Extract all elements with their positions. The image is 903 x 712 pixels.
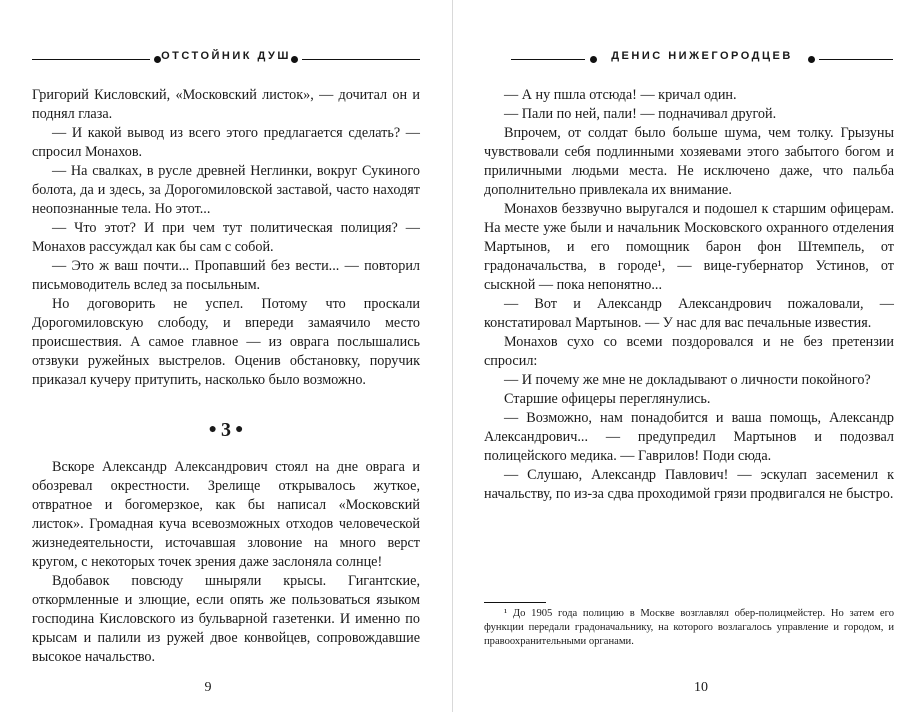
running-head-title: ОТСТОЙНИК ДУШ <box>161 50 291 62</box>
paragraph: Вдобавок повсюду шныряли крысы. Гигантские, откормленные и злющие, если опять же пользоваться языком господина Кисловского из бульварной газетенки. И именно по крысам и палили из ружей двое конвойцев, сопровождавшие высокое начальство. <box>32 573 420 665</box>
header-rule-right <box>302 59 420 60</box>
bullet-icon: ● <box>235 422 244 437</box>
paragraph: — Возможно, нам понадобится и ваша помощь, Александр Александрович... — предупредил Мартынов и подозвал полицейского медика. — Гаврилов! Поди сюда. <box>484 410 894 464</box>
paragraph: Но договорить не успел. Потому что проскали Дорогомиловскую слободу, и впереди замаячило место происшествия. А самое главное — из оврага послышались отзвуки ружейных выстрелов. Оценив обстановку, поручик приказал кучеру притупить, насколько было возможно. <box>32 296 420 388</box>
header-rule-right <box>819 59 893 60</box>
right-page <box>452 0 903 712</box>
left-page-text <box>32 86 420 667</box>
page-number: 9 <box>204 680 212 695</box>
paragraph: — И почему же мне не докладывают о личности покойного? <box>504 372 871 388</box>
paragraph: — Это ж ваш почти... Пропавший без вести... — повторил письмоводитель вслед за посыльным. <box>32 258 420 293</box>
paragraph: — Вот и Александр Александрович пожаловали, — констатировал Мартынов. — У нас для вас печальные известия. <box>484 296 894 331</box>
header-dot-right <box>808 56 815 63</box>
page-number: 10 <box>694 680 708 695</box>
paragraph: — Что этот? И при чем тут политическая полиция? — Монахов рассуждал как бы сам с собой. <box>32 220 420 255</box>
paragraph: Григорий Кисловский, «Московский листок», — дочитал он и поднял глаза. <box>32 87 420 122</box>
chapter-number: 3 <box>221 419 231 441</box>
paragraph: Монахов сухо со всеми поздоровался и не без претензии спросил: <box>484 334 894 369</box>
right-running-head <box>511 50 893 66</box>
paragraph: Старшие офицеры переглянулись. <box>504 391 711 407</box>
paragraph: Вскоре Александр Александрович стоял на дне оврага и обозревал окрестности. Зрелище открывалось жуткое, отвратное и богомерзкое, как бы написал «Московский листок». Громадная куча всевозможных отходов человеческой жизнедеятельности, источавшая зловоние на много верст кругом, с некоторых точек зрения даже заслоняла солнце! <box>32 459 420 570</box>
paragraph: Монахов беззвучно выругался и подошел к старшим офицерам. На месте уже были и начальник Московского охранного отделения Мартынов, и его помощник барон фон Штемпель, от градоначальства, в городе¹, — вице-губернатор Устинов, от сыскной — пока непонятно... <box>484 201 894 293</box>
footnote-text: ¹ До 1905 года полицию в Москве возглавлял обер-полицмейстер. Но затем его функции передали градоначальнику, на которого возлагалось управление и городом, и правоохранительными органами. <box>484 608 894 647</box>
right-page-text <box>484 86 894 504</box>
left-running-head <box>32 50 420 66</box>
paragraph: — Слушаю, Александр Павлович! — эскулап засеменил к начальству, по из-за сдва проходимой грязи продвигался не быстро. <box>484 467 894 502</box>
footnote-rule <box>484 602 546 603</box>
paragraph: Впрочем, от солдат было больше шума, чем толку. Грызуны чувствовали себя подлинными хозяевами этого забытого богом и приличными людьми места. Не исключено даже, что пальба дополнительно привлекала их внимание. <box>484 125 894 198</box>
chapter-heading <box>32 418 420 442</box>
paragraph: — А ну пшла отсюда! — кричал один. <box>504 87 737 103</box>
paragraph: — На свалках, в русле древней Неглинки, вокруг Сукиного болота, да и здесь, за Дорогомиловской заставой, часто находят неопознанные тела. Но этот... <box>32 163 420 217</box>
header-dot-right <box>291 56 298 63</box>
running-head-title: ДЕНИС НИЖЕГОРОДЦЕВ <box>611 50 793 62</box>
bullet-icon: ● <box>208 422 217 437</box>
paragraph: — И какой вывод из всего этого предлагается сделать? — спросил Монахов. <box>32 125 420 160</box>
footnote <box>484 607 894 649</box>
paragraph: — Пали по ней, пали! — подначивал другой. <box>504 106 777 122</box>
